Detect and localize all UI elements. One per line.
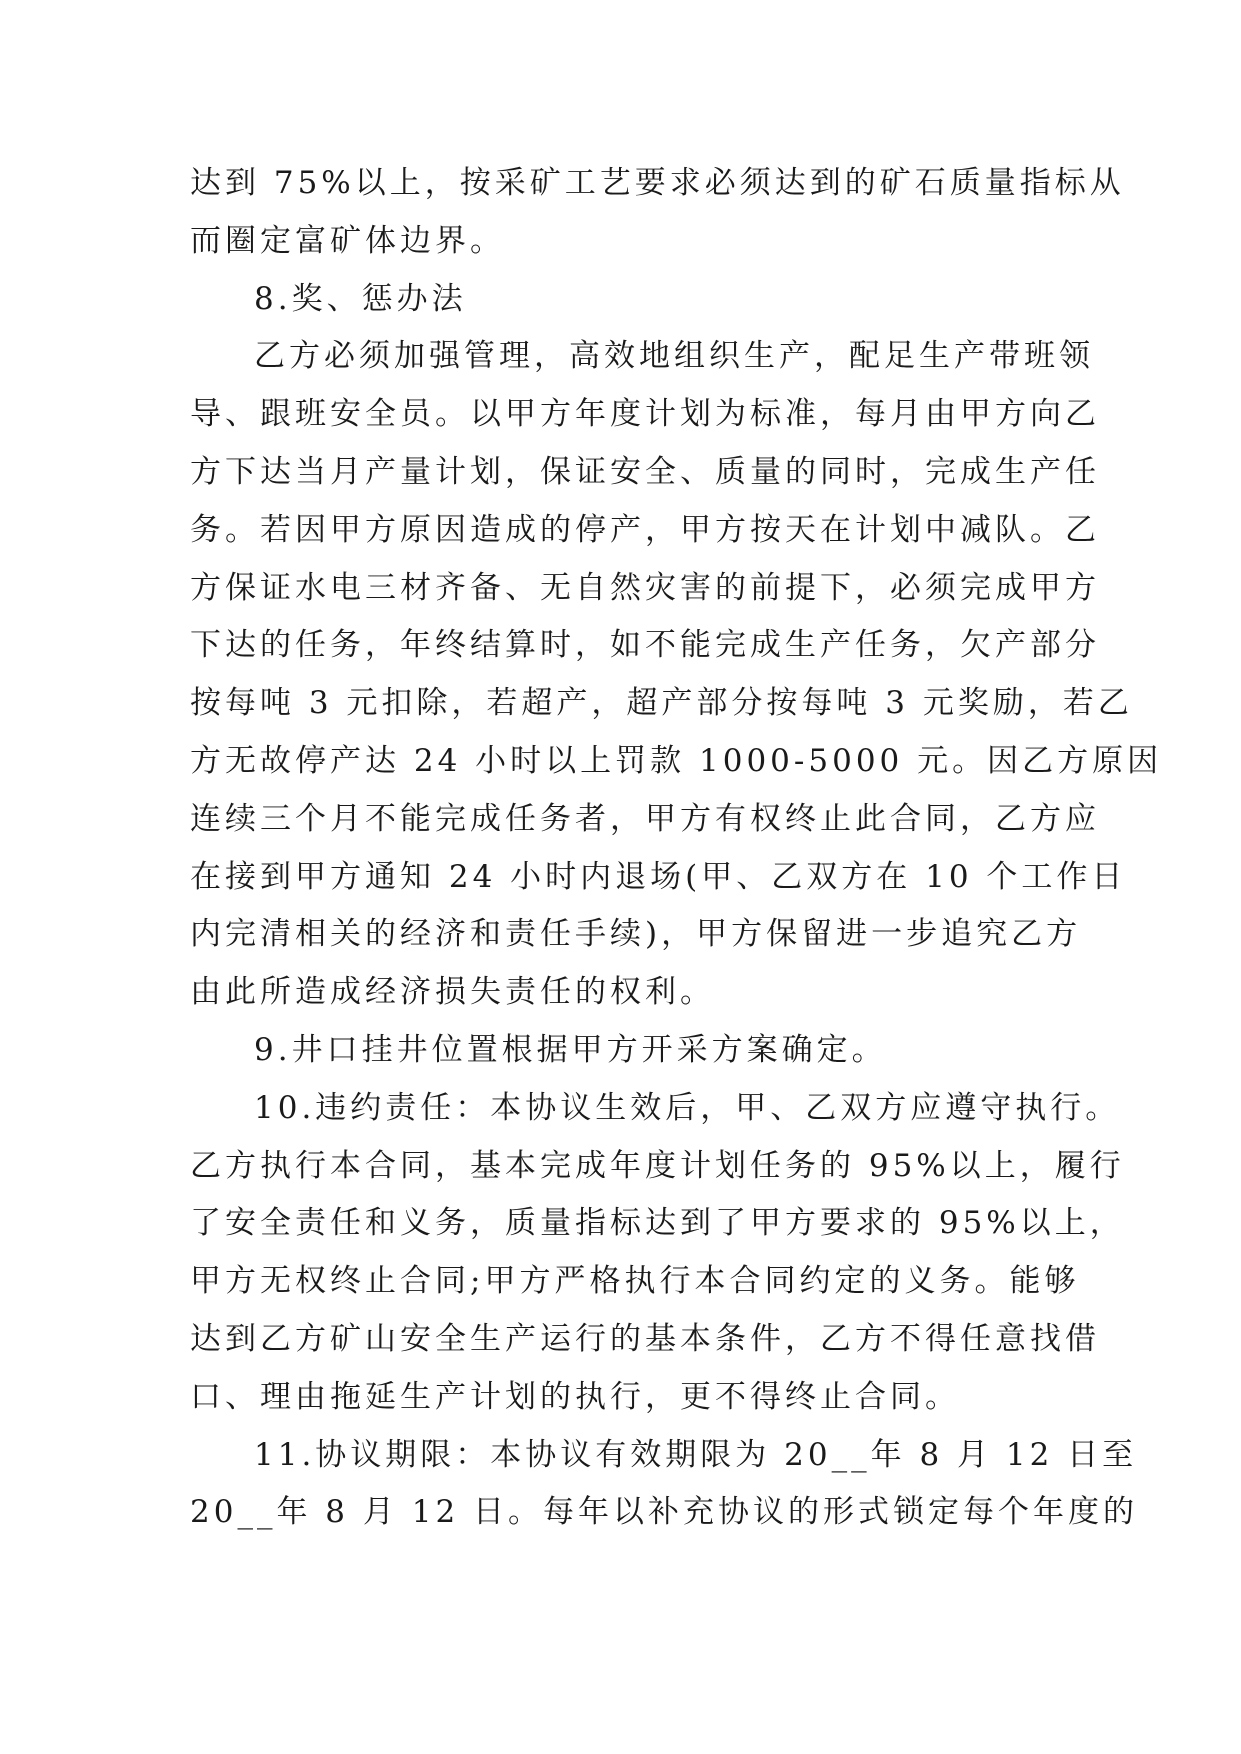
section-heading-8: 8.奖、惩办法 xyxy=(254,280,467,317)
text-line: 了安全责任和义务，质量指标达到了甲方要求的 95%以上， xyxy=(190,1205,1125,1242)
text-line: 乙方必须加强管理，高效地组织生产，配足生产带班领 xyxy=(254,338,1094,375)
text-line: 方无故停产达 24 小时以上罚款 1000-5000 元。因乙方原因 xyxy=(190,742,1163,779)
text-line: 达到 75%以上，按采矿工艺要求必须达到的矿石质量指标从 xyxy=(190,165,1125,201)
text-line: 由此所造成经济损失责任的权利。 xyxy=(190,974,715,1011)
text-line: 导、跟班安全员。以甲方年度计划为标准，每月由甲方向乙 xyxy=(190,396,1100,433)
text-line: 下达的任务，年终结算时，如不能完成生产任务，欠产部分 xyxy=(190,627,1100,664)
text-line: 达到乙方矿山安全生产运行的基本条件，乙方不得任意找借 xyxy=(190,1320,1100,1357)
text-line: 按每吨 3 元扣除，若超产，超产部分按每吨 3 元奖励，若乙 xyxy=(190,685,1133,722)
text-line: 方下达当月产量计划，保证安全、质量的同时，完成生产任 xyxy=(190,453,1100,490)
text-line: 连续三个月不能完成任务者，甲方有权终止此合同，乙方应 xyxy=(190,800,1100,837)
text-line: 在接到甲方通知 24 小时内退场(甲、乙双方在 10 个工作日 xyxy=(190,858,1127,895)
text-line: 口、理由拖延生产计划的执行，更不得终止合同。 xyxy=(190,1378,960,1415)
section-heading-9: 9.井口挂井位置根据甲方开采方案确定。 xyxy=(254,1031,887,1068)
text-line: 方保证水电三材齐备、无自然灾害的前提下，必须完成甲方 xyxy=(190,569,1100,606)
text-line: 务。若因甲方原因造成的停产，甲方按天在计划中减队。乙 xyxy=(190,511,1100,548)
text-line: 甲方无权终止合同;甲方严格执行本合同约定的义务。能够 xyxy=(190,1263,1080,1300)
document-body xyxy=(190,155,1163,1542)
section-heading-11: 11.协议期限：本协议有效期限为 20__年 8 月 12 日至 xyxy=(254,1436,1138,1473)
section-heading-10: 10.违约责任：本协议生效后，甲、乙双方应遵守执行。 xyxy=(254,1089,1121,1126)
text-line: 乙方执行本合同，基本完成年度计划任务的 95%以上，履行 xyxy=(190,1147,1125,1184)
text-line: 20__年 8 月 12 日。每年以补充协议的形式锁定每个年度的 xyxy=(190,1494,1139,1531)
text-line: 内完清相关的经济和责任手续)，甲方保留进一步追究乙方 xyxy=(190,916,1082,953)
text-line: 而圈定富矿体边界。 xyxy=(190,222,505,259)
